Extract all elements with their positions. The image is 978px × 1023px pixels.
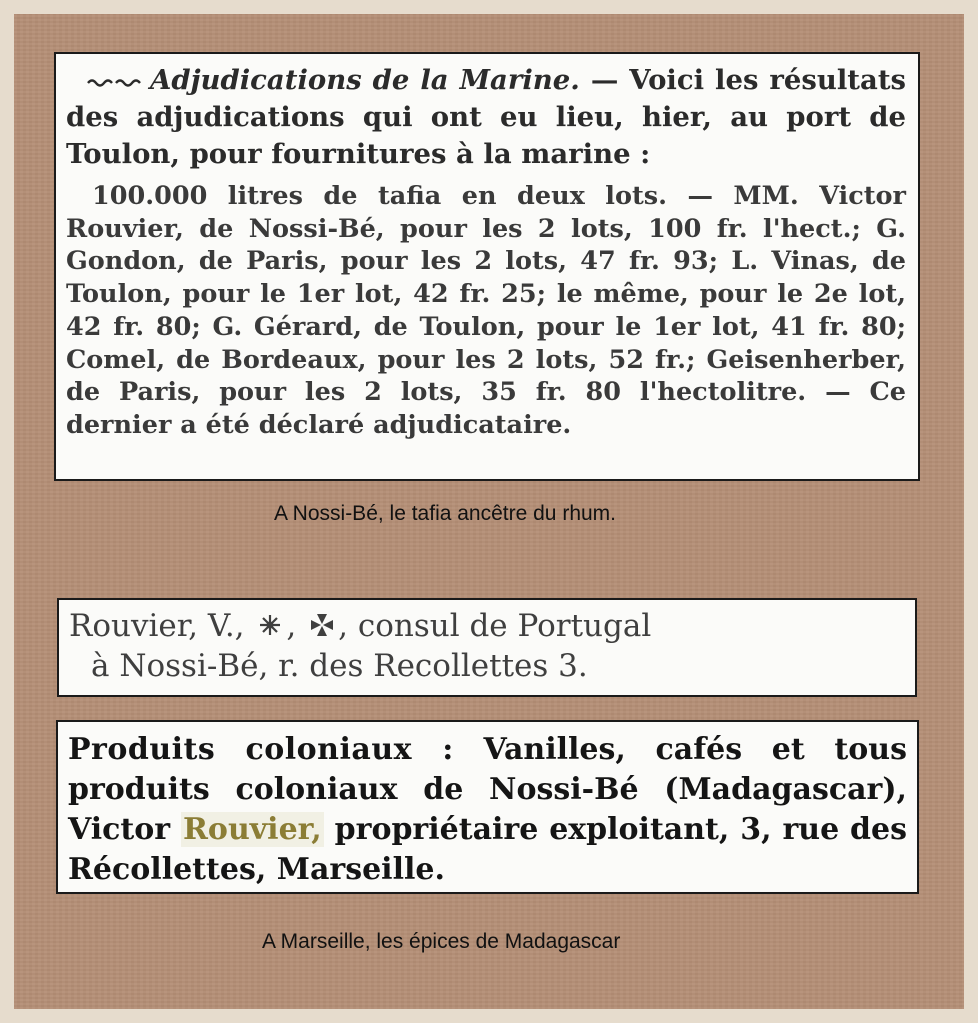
consul-entry	[69, 606, 905, 686]
star-order-icon	[257, 612, 283, 638]
entry-category: Produits coloniaux :	[68, 732, 454, 767]
colonial-products-entry	[68, 730, 907, 890]
caption-nossi-be: A Nossi-Bé, le tafia ancêtre du rhum.	[274, 502, 616, 525]
maltese-cross-icon	[309, 612, 335, 638]
clipping-headline-paragraph	[66, 62, 906, 173]
directory-clipping-colonial-products	[56, 720, 919, 894]
consul-title: , consul de Portugal	[338, 608, 652, 644]
entry-text-before: Vanilles, cafés et tous produits coloniaux de Nossi-Bé (Madagascar), Victor	[68, 732, 907, 847]
caption-marseille: A Marseille, les épices de Madagascar	[262, 930, 621, 953]
consul-name: Rouvier, V.,	[69, 608, 245, 644]
clipping-intro: — Voici les résultats des adjudications qui ont eu lieu, hier, au port de Toulon, pour fournitures à la marine :	[66, 64, 907, 170]
consul-separator: ,	[286, 608, 297, 644]
clipping-body-text: 100.000 litres de tafia en deux lots. — MM. Victor Rouvier, de Nossi-Bé, pour les 2 lots, 100 fr. l'hect.; G. Gondon, de Paris, pour les 2 lots, 47 fr. 93; L. Vinas, de Toulon, pour le 1er lot, 42 fr. 25; le même, pour le 2e lot, 42 fr. 80; G. Gérard, de Toulon, pour le 1er lot, 41 fr. 80; Comel, de Bordeaux, pour les 2 lots, 52 fr.; Geisenherber, de Paris, pour les 2 lots, 35 fr. 80 l'hectolitre. — Ce dernier a été déclaré adjudicataire.	[66, 181, 906, 440]
directory-clipping-consul	[57, 598, 917, 697]
highlighted-name-rouvier: Rouvier,	[183, 812, 322, 847]
consul-address: à Nossi-Bé, r. des Recollettes 3.	[91, 648, 588, 684]
clipping-title: Adjudications de la Marine.	[150, 64, 580, 96]
wavy-dash-ornament-icon	[86, 77, 144, 87]
newspaper-clipping-marine-adjudications	[54, 52, 920, 481]
entry-text-after: propriétaire exploitant, 3, rue des Récollettes, Marseille.	[68, 812, 908, 887]
